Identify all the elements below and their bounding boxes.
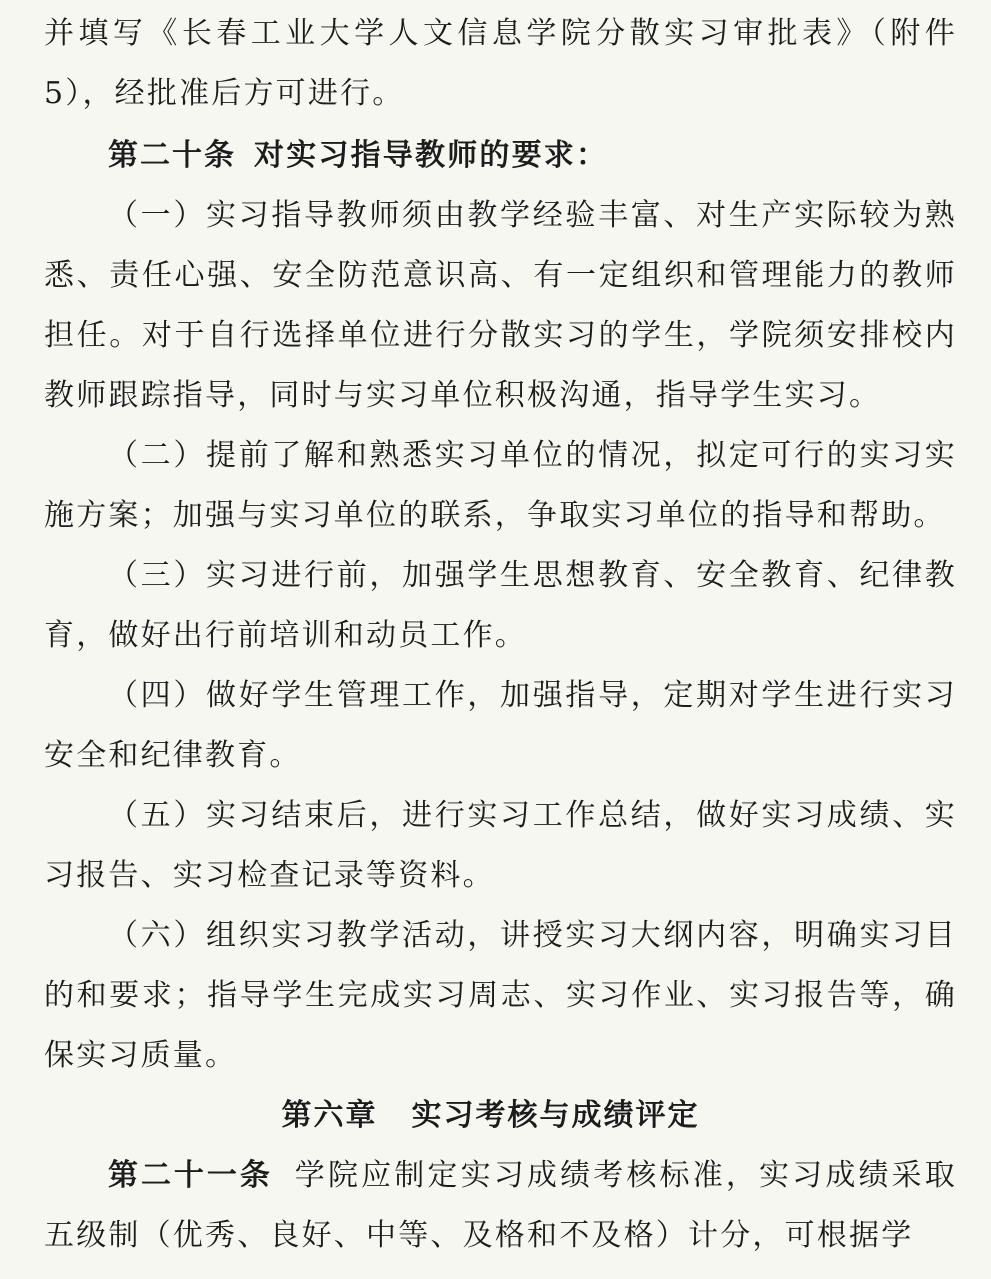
item-5: （五）实习结束后，进行实习工作总结，做好实习成绩、实习报告、实习检查记录等资料。: [44, 798, 957, 893]
article-20-number: 第二十条: [108, 138, 236, 173]
article-20-title: 对实习指导教师的要求：: [254, 138, 609, 173]
item-1: （一）实习指导教师须由教学经验丰富、对生产实际较为熟悉、责任心强、安全防范意识高、有一定组织和管理能力的教师担任。对于自行选择单位进行分散实习的学生，学院须安排校内教师跟踪指导，同时与实习单位积极沟通，指导学生实习。: [44, 198, 957, 413]
article-21-text: 学院应制定实习成绩考核标准，实习成绩采取五级制（优秀、良好、中等、及格和不及格）计分，可根据学: [44, 1158, 958, 1253]
article-20-heading: [44, 126, 957, 186]
chapter-6-heading: [44, 1086, 957, 1146]
item-2: （二）提前了解和熟悉实习单位的情况，拟定可行的实习实施方案；加强与实习单位的联系，争取实习单位的指导和帮助。: [44, 438, 957, 533]
chapter-6-number: 第六章: [281, 1098, 378, 1133]
item-6: （六）组织实习教学活动，讲授实习大纲内容，明确实习目的和要求；指导学生完成实习周志、实习作业、实习报告等，确保实习质量。: [44, 918, 957, 1073]
article-21-number: 第二十一条: [108, 1158, 273, 1193]
chapter-6-title: 实习考核与成绩评定: [411, 1098, 700, 1133]
intro-paragraph: 并填写《长春工业大学人文信息学院分散实习审批表》（附件5），经批准后方可进行。: [44, 16, 957, 111]
article-21-paragraph: [44, 1146, 957, 1266]
item-3: （三）实习进行前，加强学生思想教育、安全教育、纪律教育，做好出行前培训和动员工作。: [44, 558, 957, 653]
item-4: （四）做好学生管理工作，加强指导，定期对学生进行实习安全和纪律教育。: [44, 678, 957, 773]
